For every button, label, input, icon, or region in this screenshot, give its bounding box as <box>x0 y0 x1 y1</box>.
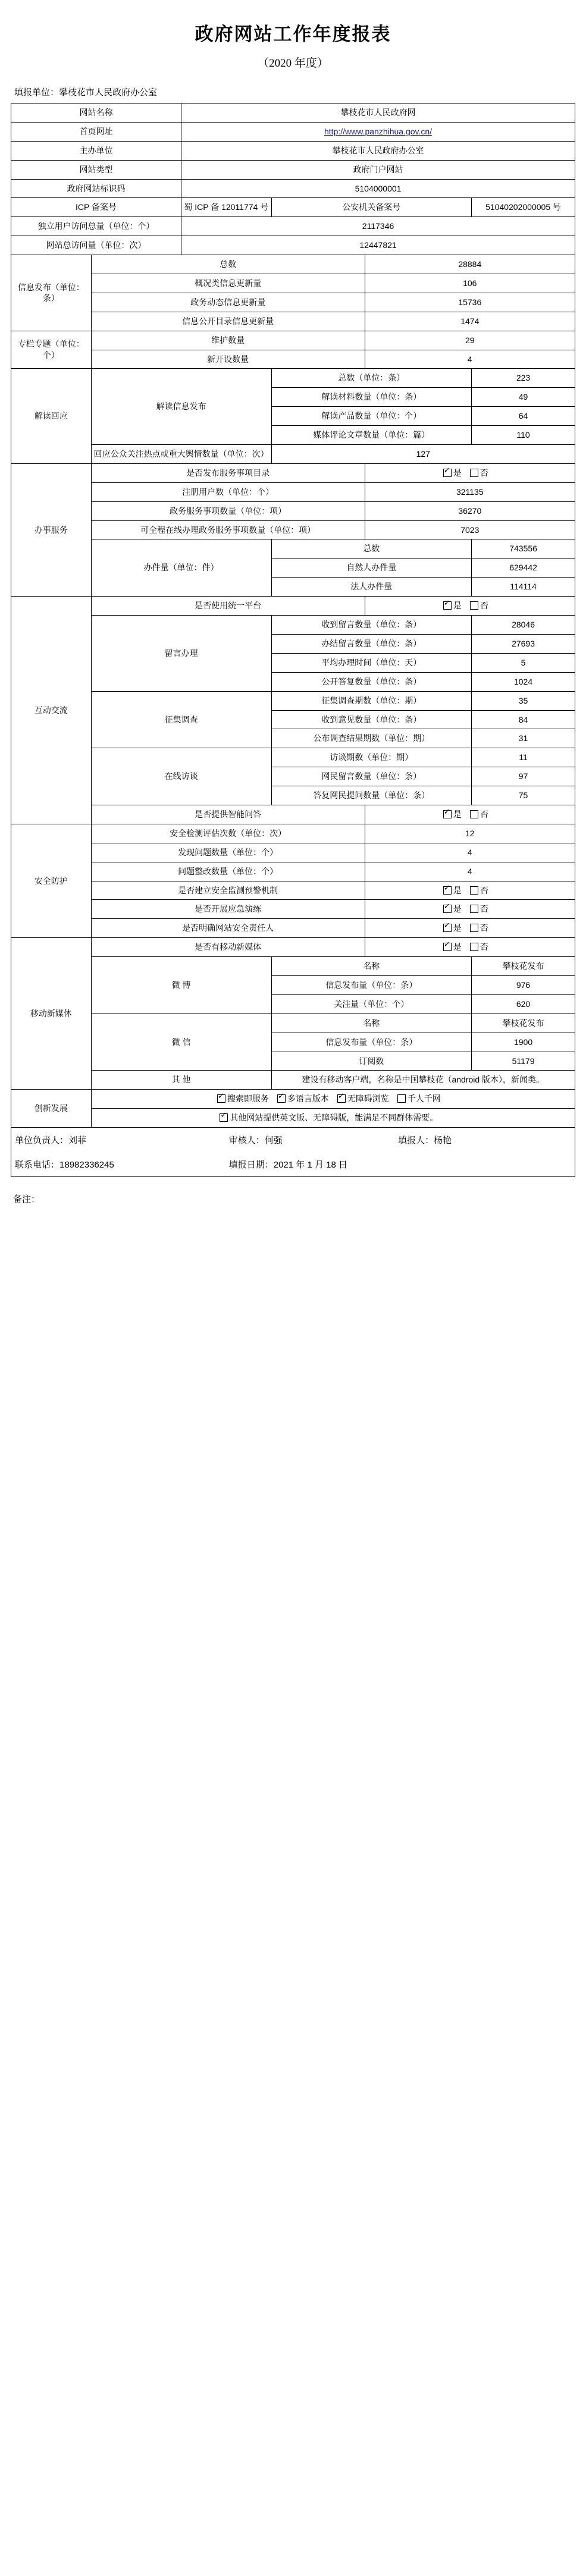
page-subtitle: （2020 年度） <box>258 57 328 70</box>
table-row <box>11 463 575 482</box>
handle-group-label: 办件量（单位：件） <box>91 539 271 597</box>
option-no[interactable]: 否 <box>470 600 488 611</box>
table-row <box>11 141 575 160</box>
date-label: 填报日期： <box>228 1160 274 1171</box>
table-row <box>11 160 575 179</box>
table-row <box>11 274 575 293</box>
uv-label: 独立用户访问总量（单位：个） <box>11 217 181 236</box>
row-value: 4 <box>365 862 575 881</box>
row-label: 平均办理时间（单位：天） <box>271 653 472 672</box>
section-newmedia-label: 移动新媒体 <box>11 938 92 1090</box>
pv-value: 12447821 <box>181 236 575 255</box>
footer-table <box>11 1128 575 1177</box>
table-row <box>11 824 575 843</box>
other-media-value: 建设有移动客户端，名称是中国攀枝花（android 版本），新闻类。 <box>271 1071 575 1090</box>
table-row <box>11 445 575 464</box>
option-no[interactable]: 否 <box>470 923 488 934</box>
row-label: 访谈期数（单位：期） <box>271 748 472 767</box>
other-media-label: 其 他 <box>91 1071 271 1090</box>
type-label: 网站类型 <box>11 160 181 179</box>
newmedia-has-checkbox-group[interactable] <box>365 938 575 957</box>
checkbox-icon[interactable] <box>443 469 452 477</box>
row-label: 问题整改数量（单位：个） <box>91 862 365 881</box>
site-name-label: 网站名称 <box>11 103 181 123</box>
checkbox-icon[interactable] <box>443 601 452 610</box>
innovation-option-1-label: 搜索即服务 <box>227 1094 269 1104</box>
table-row <box>11 938 575 957</box>
row-label: 总数 <box>91 255 365 274</box>
option-no[interactable]: 否 <box>470 809 488 820</box>
table-row <box>11 805 575 824</box>
row-label: 政务服务事项数量（单位：项） <box>91 501 365 520</box>
table-row <box>11 179 575 198</box>
filler-cell <box>394 1128 575 1152</box>
home-url-value[interactable]: http://www.panzhihua.gov.cn/ <box>181 122 575 141</box>
row-label: 订阅数 <box>271 1052 472 1071</box>
footer-row-1 <box>11 1128 575 1152</box>
table-row <box>11 293 575 312</box>
row-label: 办结留言数量（单位：条） <box>271 634 472 653</box>
row-value: 51179 <box>472 1052 575 1071</box>
row-value: 1474 <box>365 312 575 331</box>
row-value: 97 <box>472 767 575 786</box>
filler-label: 填报单位： <box>14 87 59 98</box>
option-yes[interactable]: ✓ 是 <box>443 903 462 915</box>
table-row <box>11 1071 575 1090</box>
row-label: 发现问题数量（单位：个） <box>91 843 365 862</box>
row-value: 620 <box>472 994 575 1014</box>
report-page <box>0 0 586 1223</box>
row-value: 28046 <box>472 616 575 635</box>
pv-label: 网站总访问量（单位：次） <box>11 236 181 255</box>
table-row <box>11 501 575 520</box>
row-label: 信息公开目录信息更新量 <box>91 312 365 331</box>
checkbox-icon[interactable] <box>443 924 452 932</box>
row-value: 976 <box>472 975 575 994</box>
row-value: 223 <box>472 369 575 388</box>
interpretation-group-label: 解读信息发布 <box>91 369 271 445</box>
row-value: 321135 <box>365 482 575 501</box>
icp-label: ICP 备案号 <box>11 198 181 217</box>
checkbox-icon[interactable] <box>470 886 478 895</box>
row-label: 总数 <box>271 539 472 559</box>
table-row <box>11 198 575 217</box>
uv-value: 2117346 <box>181 217 575 236</box>
row-value: 106 <box>365 274 575 293</box>
row-value: 27693 <box>472 634 575 653</box>
table-row <box>11 597 575 616</box>
site-id-label: 政府网站标识码 <box>11 179 181 198</box>
table-row <box>11 957 575 976</box>
site-id-value: 5104000001 <box>181 179 575 198</box>
row-label: 法人办件量 <box>271 578 472 597</box>
table-row <box>11 691 575 710</box>
checkbox-icon[interactable] <box>397 1094 406 1103</box>
option-no[interactable]: 否 <box>470 885 488 896</box>
row-label: 概况类信息更新量 <box>91 274 365 293</box>
innovation-option-5[interactable] <box>220 1112 438 1124</box>
innovation-option-4-label: 千人千网 <box>407 1094 441 1104</box>
auditor-cell <box>225 1128 394 1152</box>
row-value: 4 <box>365 350 575 369</box>
section-info-release-label: 信息发布（单位：条） <box>11 255 92 331</box>
checkbox-icon[interactable] <box>337 1094 346 1103</box>
option-yes[interactable]: ✓ 是 <box>443 600 462 611</box>
row-value: 31 <box>472 729 575 748</box>
row-label: 信息发布量（单位：条） <box>271 975 472 994</box>
row-value: 35 <box>472 691 575 710</box>
phone-cell <box>11 1152 225 1177</box>
drill-checkbox-group[interactable] <box>365 900 575 919</box>
weibo-group-label: 微 博 <box>91 957 271 1014</box>
row-label: 征集调查期数（单位：期） <box>271 691 472 710</box>
remark-label: 备注： <box>13 1194 40 1205</box>
row-value: 1024 <box>472 672 575 691</box>
phone-label: 联系电话： <box>15 1160 60 1171</box>
row-value: 15736 <box>365 293 575 312</box>
smart-qa-checkbox-group[interactable] <box>365 805 575 824</box>
row-value: 29 <box>365 331 575 350</box>
checkbox-icon[interactable] <box>443 905 452 913</box>
auditor-label: 审核人： <box>228 1135 265 1146</box>
section-special-topic-label: 专栏专题（单位：个） <box>11 331 92 369</box>
section-innovation-label: 创新发展 <box>11 1090 92 1128</box>
row-label: 答复网民提问数量（单位：条） <box>271 786 472 805</box>
icp-value: 蜀 ICP 备 12011774 号 <box>181 198 271 217</box>
checkbox-icon[interactable] <box>443 810 452 818</box>
table-row <box>11 1090 575 1109</box>
checkbox-icon[interactable] <box>443 943 452 951</box>
table-row <box>11 369 575 388</box>
type-value: 政府门户网站 <box>181 160 575 179</box>
table-row <box>11 520 575 539</box>
row-label: 网民留言数量（单位：条） <box>271 767 472 786</box>
police-label: 公安机关备案号 <box>271 198 472 217</box>
row-value: 36270 <box>365 501 575 520</box>
table-row <box>11 862 575 881</box>
row-value: 攀枝花发布 <box>472 957 575 976</box>
row-value: 1900 <box>472 1033 575 1052</box>
row-value: 11 <box>472 748 575 767</box>
option-yes[interactable]: ✓ 是 <box>443 885 462 896</box>
leader-label: 单位负责人： <box>15 1135 69 1146</box>
section-affairs-label: 办事服务 <box>11 463 92 596</box>
filler-line <box>14 86 575 98</box>
row-value: 4 <box>365 843 575 862</box>
unified-platform-checkbox-group[interactable] <box>365 597 575 616</box>
leader-cell <box>11 1128 225 1152</box>
row-label: 公布调查结果期数（单位：期） <box>271 729 472 748</box>
innovation-options-row-2[interactable] <box>91 1109 575 1128</box>
row-value: 5 <box>472 653 575 672</box>
catalog-label: 是否发布服务事项目录 <box>91 463 365 482</box>
innovation-option-3[interactable] <box>337 1093 389 1105</box>
option-no[interactable]: 否 <box>470 467 488 479</box>
catalog-checkbox-group[interactable] <box>365 463 575 482</box>
row-value: 743556 <box>472 539 575 559</box>
footer-filler-value: 杨艳 <box>434 1135 452 1146</box>
page-title: 政府网站工作年度报表 <box>195 24 391 45</box>
unified-platform-label: 是否使用统一平台 <box>91 597 365 616</box>
row-value: 49 <box>472 388 575 407</box>
home-url-label: 首页网址 <box>11 122 181 141</box>
row-value: 28884 <box>365 255 575 274</box>
table-row <box>11 122 575 141</box>
report-table <box>11 103 575 1128</box>
row-label: 解读材料数量（单位：条） <box>271 388 472 407</box>
footer-filler-label: 填报人： <box>398 1135 434 1146</box>
site-name-value: 攀枝花市人民政府网 <box>181 103 575 123</box>
table-row <box>11 919 575 938</box>
monitor-checkbox-group[interactable] <box>365 881 575 900</box>
row-label: 自然人办件量 <box>271 559 472 578</box>
table-row <box>11 236 575 255</box>
survey-group-label: 征集调查 <box>91 691 271 748</box>
checkbox-icon[interactable] <box>470 810 478 818</box>
filler-unit: 攀枝花市人民政府办公室 <box>59 87 158 98</box>
table-row <box>11 539 575 559</box>
innovation-option-2-label: 多语言版本 <box>287 1094 329 1104</box>
responsible-checkbox-group[interactable] <box>365 919 575 938</box>
checkbox-icon[interactable] <box>277 1094 286 1103</box>
row-value: 攀枝花发布 <box>472 1014 575 1033</box>
response-label: 回应公众关注热点或重大舆情数量（单位：次） <box>91 445 271 464</box>
monitor-label: 是否建立安全监测预警机制 <box>91 881 365 900</box>
section-interpretation-label: 解读回应 <box>11 369 92 463</box>
leader-value: 刘菲 <box>68 1135 87 1146</box>
row-label: 收到意见数量（单位：条） <box>271 710 472 729</box>
row-value: 7023 <box>365 520 575 539</box>
row-label: 名称 <box>271 957 472 976</box>
newmedia-has-label: 是否有移动新媒体 <box>91 938 365 957</box>
row-label: 信息发布量（单位：条） <box>271 1033 472 1052</box>
row-label: 新开设数量 <box>91 350 365 369</box>
table-row <box>11 312 575 331</box>
option-no[interactable]: 否 <box>470 942 488 953</box>
checkbox-icon[interactable] <box>470 924 478 932</box>
drill-label: 是否开展应急演练 <box>91 900 365 919</box>
checkbox-icon[interactable] <box>470 905 478 913</box>
interview-group-label: 在线访谈 <box>91 748 271 805</box>
innovation-option-1[interactable] <box>217 1093 269 1105</box>
table-row <box>11 1014 575 1033</box>
row-label: 安全检测评估次数（单位：次） <box>91 824 365 843</box>
host-value: 攀枝花市人民政府办公室 <box>181 141 575 160</box>
row-label: 可全程在线办理政务服务事项数量（单位：项） <box>91 520 365 539</box>
innovation-option-4[interactable] <box>397 1093 441 1105</box>
row-value: 84 <box>472 710 575 729</box>
row-value: 110 <box>472 426 575 445</box>
row-label: 媒体评论文章数量（单位：篇） <box>271 426 472 445</box>
police-value: 51040202000005 号 <box>472 198 575 217</box>
row-value: 75 <box>472 786 575 805</box>
checkbox-icon[interactable] <box>443 886 452 895</box>
table-row <box>11 255 575 274</box>
response-value: 127 <box>271 445 575 464</box>
option-yes[interactable]: ✓ 是 <box>443 467 462 479</box>
table-row <box>11 331 575 350</box>
table-row <box>11 900 575 919</box>
innovation-option-3-label: 无障碍浏览 <box>347 1094 389 1104</box>
checkbox-icon[interactable] <box>220 1113 228 1122</box>
innovation-option-2[interactable] <box>277 1093 329 1105</box>
table-row <box>11 843 575 862</box>
checkbox-icon[interactable] <box>217 1094 225 1103</box>
row-value: 64 <box>472 407 575 426</box>
option-yes[interactable]: ✓ 是 <box>443 942 462 953</box>
table-row <box>11 103 575 123</box>
footer-row-2 <box>11 1152 575 1177</box>
row-value: 12 <box>365 824 575 843</box>
checkbox-icon[interactable] <box>470 601 478 610</box>
option-yes[interactable]: ✓ 是 <box>443 923 462 934</box>
row-value: 114114 <box>472 578 575 597</box>
option-yes[interactable]: ✓ 是 <box>443 809 462 820</box>
row-label: 政务动态信息更新量 <box>91 293 365 312</box>
table-row <box>11 350 575 369</box>
row-label: 总数（单位：条） <box>271 369 472 388</box>
row-label: 公开答复数量（单位：条） <box>271 672 472 691</box>
row-label: 收到留言数量（单位：条） <box>271 616 472 635</box>
checkbox-icon[interactable] <box>470 943 478 951</box>
row-label: 关注量（单位：个） <box>271 994 472 1014</box>
row-label: 注册用户数（单位：个） <box>91 482 365 501</box>
section-interaction-label: 互动交流 <box>11 597 92 824</box>
table-row <box>11 482 575 501</box>
option-no[interactable]: 否 <box>470 903 488 915</box>
table-row <box>11 1109 575 1128</box>
message-group-label: 留言办理 <box>91 616 271 692</box>
date-cell <box>225 1152 575 1177</box>
table-row <box>11 881 575 900</box>
weixin-group-label: 微 信 <box>91 1014 271 1071</box>
table-row <box>11 217 575 236</box>
smart-qa-label: 是否提供智能问答 <box>91 805 365 824</box>
phone-value: 18982336245 <box>59 1160 114 1171</box>
row-label: 解读产品数量（单位：个） <box>271 407 472 426</box>
host-label: 主办单位 <box>11 141 181 160</box>
row-label: 名称 <box>271 1014 472 1033</box>
checkbox-icon[interactable] <box>470 469 478 477</box>
auditor-value: 何强 <box>264 1135 283 1146</box>
section-security-label: 安全防护 <box>11 824 92 937</box>
innovation-option-5-label: 其他网站提供英文版、无障碍版，能满足不同群体需要。 <box>230 1113 438 1123</box>
row-label: 维护数量 <box>91 331 365 350</box>
table-row <box>11 616 575 635</box>
responsible-label: 是否明确网站安全责任人 <box>91 919 365 938</box>
innovation-options-row-1[interactable] <box>91 1090 575 1109</box>
date-value: 2021 年 1 月 18 日 <box>273 1160 347 1171</box>
table-row <box>11 748 575 767</box>
row-value: 629442 <box>472 559 575 578</box>
